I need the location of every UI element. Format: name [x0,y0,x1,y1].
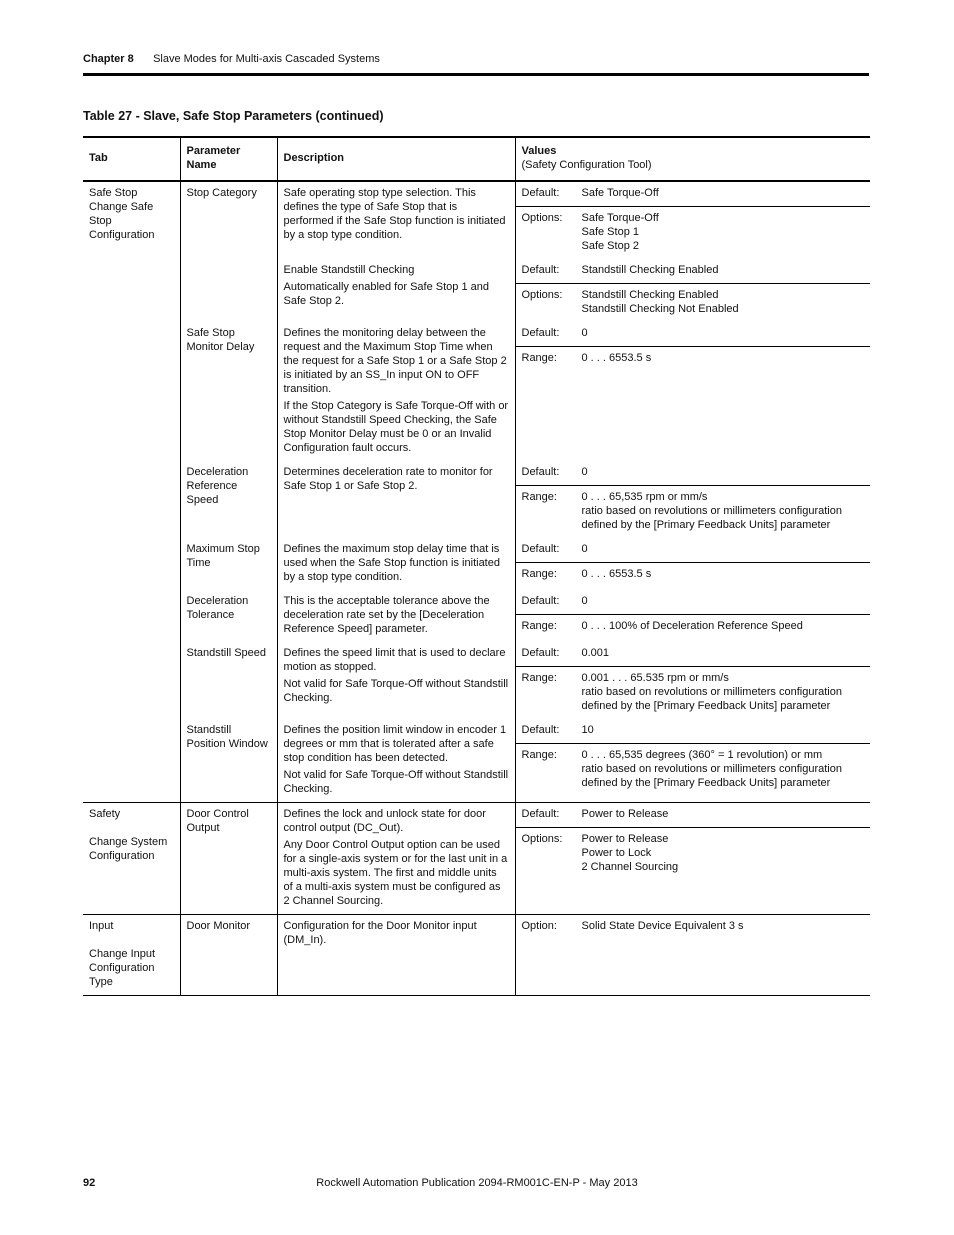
parameter-name-cell: Maximum Stop Time [180,538,277,590]
description-paragraph: Enable Standstill Checking [283,264,415,276]
value-label: Range: [521,620,557,632]
value-label: Range: [521,672,557,684]
description-paragraph: Defines the monitoring delay between the request and the Maximum Stop Time when the request for a Safe Stop 1 or a Safe Stop 2 is initiated by an SS_In input ON to OFF transition. [283,327,507,395]
parameters-table [83,136,870,996]
value-line: 0 . . . 6553.5 s [581,352,652,364]
value-text [582,646,865,660]
tab-cell [83,181,180,803]
value-row [516,719,871,743]
value-line: ratio based on revolutions or millimeters configuration [581,686,842,698]
value-line: 0.001 [581,647,610,659]
value-text [582,490,865,532]
tab-line: Input [89,920,114,932]
description-paragraph: Defines the position limit window in encoder 1 degrees or mm that is tolerated after a safe stop condition has been detected. [283,724,507,764]
value-text [582,723,865,737]
table-row [83,461,870,538]
value-label: Default: [521,187,560,199]
description-paragraph: Determines deceleration rate to monitor for Safe Stop 1 or Safe Stop 2. [283,466,493,492]
value-row [516,915,871,939]
value-line: defined by the [Primary Feedback Units] parameter [581,700,831,712]
description-paragraph: This is the acceptable tolerance above the deceleration rate set by the [Deceleration Reference Speed] parameter. [283,595,490,635]
values-cell [515,538,870,590]
values-cell [515,719,870,803]
column-header-tab: Tab [89,152,108,164]
value-line: 0.001 . . . 65.535 rpm or mm/s [581,672,729,684]
tab-cell [83,803,180,915]
value-text [582,263,865,277]
value-row [516,590,871,614]
value-line: Safe Stop 2 [581,240,639,252]
tab-line [89,821,174,835]
value-line: defined by the [Primary Feedback Units] parameter [581,519,831,531]
value-line: 0 [581,466,588,478]
value-label: Range: [521,352,557,364]
description-cell [277,915,515,996]
parameter-name-cell: Standstill Speed [180,642,277,719]
value-text [582,288,865,316]
table-row [83,915,870,996]
table-row [83,642,870,719]
value-line: Safe Torque-Off [581,187,659,199]
description-paragraph: Not valid for Safe Torque-Off without Standstill Checking. [283,769,509,795]
values-cell [515,322,870,461]
value-text [582,465,865,479]
table-row [83,719,870,803]
value-row [516,614,871,639]
value-label: Default: [521,327,560,339]
value-row [516,346,871,371]
value-row [516,666,871,719]
parameter-name-cell: Safe Stop Monitor Delay [180,322,277,461]
value-label: Default: [521,647,560,659]
value-line: Solid State Device Equivalent 3 s [581,920,744,932]
description-paragraph: Defines the maximum stop delay time that is used when the Safe Stop function is initiated by a stop type condition. [283,543,500,583]
value-text [582,567,865,581]
value-line: 0 [581,327,588,339]
value-row [516,827,871,880]
value-label: Default: [521,595,560,607]
value-label: Range: [521,568,557,580]
value-line: defined by the [Primary Feedback Units] parameter [581,777,831,789]
value-label: Range: [521,491,557,503]
value-row [516,322,871,346]
value-label: Default: [521,466,560,478]
tab-cell [83,915,180,996]
value-line: Power to Lock [581,847,652,859]
value-line: 0 . . . 65,535 rpm or mm/s [581,491,708,503]
value-text [582,211,865,253]
value-label: Options: [521,833,563,845]
value-row [516,206,871,259]
value-label: Default: [521,264,560,276]
values-cell [515,461,870,538]
publication-footer: Rockwell Automation Publication 2094-RM001C-EN-P - May 2013 [316,1177,638,1189]
values-header-subtitle: (Safety Configuration Tool) [521,159,652,171]
description-paragraph: Not valid for Safe Torque-Off without Standstill Checking. [283,678,509,704]
tab-line [89,933,174,947]
values-cell [515,259,870,322]
description-paragraph: Safe operating stop type selection. This defines the type of Safe Stop that is performed if the Safe Stop function is initiated by a stop type condition. [283,187,506,241]
page-number: 92 [83,1177,96,1189]
table-row [83,259,870,322]
value-label: Range: [521,749,557,761]
column-header-values [515,137,870,181]
value-line: Standstill Checking Not Enabled [581,303,739,315]
value-line: 2 Channel Sourcing [581,861,679,873]
values-cell [515,803,870,915]
value-text [582,326,865,340]
value-text [582,807,865,821]
value-line: Safe Stop 1 [581,226,639,238]
parameter-name-cell: Door Monitor [180,915,277,996]
description-paragraph: If the Stop Category is Safe Torque-Off with or without Standstill Speed Checking, the Safe Stop Monitor Delay must be 0 or an Invalid Configuration fault occurs. [283,400,509,454]
description-paragraph: Defines the lock and unlock state for door control output (DC_Out). [283,808,486,834]
value-row [516,461,871,485]
description-paragraph: Any Door Control Output option can be used for a single-axis system or for the last unit in a multi-axis system. The first and middle units of a multi-axis system must be configured as 2 Channel Sourcing. [283,839,508,907]
description-cell [277,259,515,322]
values-cell [515,642,870,719]
description-cell [277,590,515,642]
parameter-name-cell: Door Control Output [180,803,277,915]
value-text [582,919,865,933]
value-label: Option: [521,920,557,932]
tab-line: Safe Stop [89,187,138,199]
tab-line: Change Safe Stop Configuration [89,201,155,241]
table-row [83,322,870,461]
chapter-label: Chapter 8 [83,53,134,65]
value-row [516,743,871,796]
tab-line: Change System Configuration [89,836,168,862]
value-text [582,619,865,633]
value-text [582,542,865,556]
description-cell [277,461,515,538]
value-text [582,186,865,200]
value-row [516,283,871,322]
value-text [582,748,865,790]
value-line: ratio based on revolutions or millimeters configuration [581,763,842,775]
value-line: Power to Release [581,833,669,845]
description-cell [277,642,515,719]
values-cell [515,181,870,259]
column-header-description: Description [277,137,515,181]
value-row [516,182,871,206]
value-row [516,259,871,283]
value-label: Default: [521,543,560,555]
table-row [83,181,870,259]
description-cell [277,322,515,461]
value-line: 0 . . . 6553.5 s [581,568,652,580]
values-cell [515,915,870,996]
value-line: Power to Release [581,808,669,820]
value-label: Default: [521,724,560,736]
header-rule [83,73,869,76]
values-header-title: Values [521,145,557,157]
values-cell [515,590,870,642]
value-line: 10 [581,724,594,736]
value-row [516,562,871,587]
value-line: ratio based on revolutions or millimeters configuration [581,505,842,517]
description-cell [277,181,515,259]
chapter-title: Slave Modes for Multi-axis Cascaded Systems [153,53,380,65]
column-header-parameter-name: Parameter Name [180,137,277,181]
parameter-name-cell: Stop Category [180,181,277,259]
parameter-name-cell: Deceleration Tolerance [180,590,277,642]
value-text [582,594,865,608]
value-line: 0 [581,595,588,607]
value-label: Options: [521,289,563,301]
tab-line: Safety [89,808,121,820]
parameter-name-cell: Standstill Position Window [180,719,277,803]
value-row [516,803,871,827]
value-row [516,485,871,538]
value-label: Default: [521,808,560,820]
parameter-name-cell: Deceleration Reference Speed [180,461,277,538]
value-line: 0 [581,543,588,555]
value-line: 0 . . . 65,535 degrees (360° = 1 revolution) or mm [581,749,823,761]
value-text [582,832,865,874]
value-row [516,538,871,562]
description-cell [277,719,515,803]
value-text [582,671,865,713]
value-row [516,642,871,666]
parameter-name-cell [180,259,277,322]
description-cell [277,803,515,915]
table-row [83,590,870,642]
description-paragraph: Defines the speed limit that is used to declare motion as stopped. [283,647,506,673]
running-header [83,53,869,65]
value-label: Options: [521,212,563,224]
table-row [83,803,870,915]
value-line: Standstill Checking Enabled [581,289,719,301]
table-header-row [83,137,870,181]
value-line: 0 . . . 100% of Deceleration Reference Speed [581,620,803,632]
description-paragraph: Configuration for the Door Monitor input (DM_In). [283,920,477,946]
description-cell [277,538,515,590]
tab-line: Change Input Configuration Type [89,948,156,988]
value-text [582,351,865,365]
table-caption: Table 27 - Slave, Safe Stop Parameters (continued) [83,109,384,123]
value-line: Safe Torque-Off [581,212,659,224]
description-paragraph: Automatically enabled for Safe Stop 1 and Safe Stop 2. [283,281,489,307]
table-row [83,538,870,590]
value-line: Standstill Checking Enabled [581,264,719,276]
